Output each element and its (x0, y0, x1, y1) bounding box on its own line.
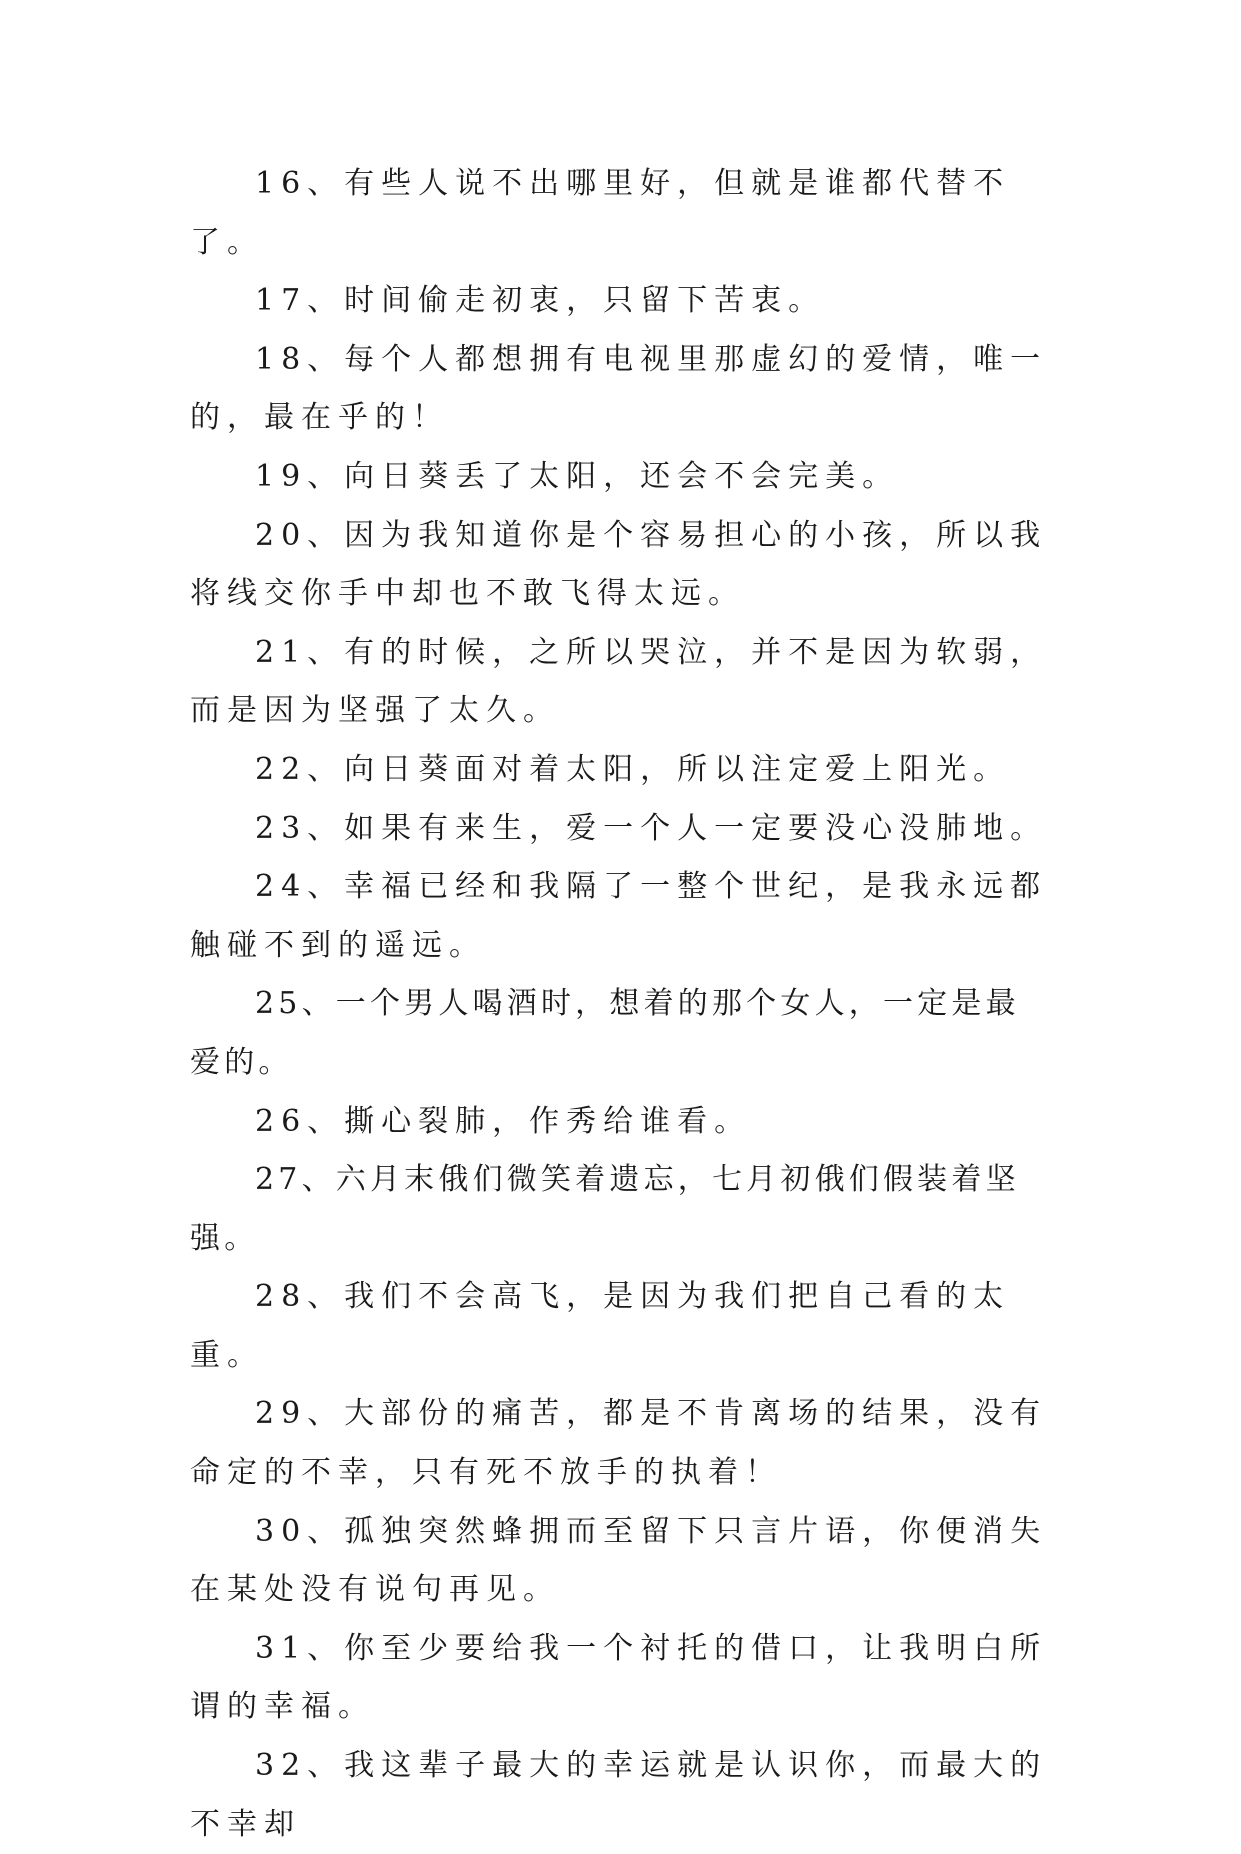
paragraph-32: 32、我这辈子最大的幸运就是认识你，而最大的不幸却 (190, 1748, 1048, 1842)
paragraph-19: 19、向日葵丢了太阳，还会不会完美。 (255, 458, 900, 494)
paragraph-30: 30、孤独突然蜂拥而至留下只言片语，你便消失在某处没有说句再见。 (190, 1513, 1048, 1608)
paragraph-29: 29、大部份的痛苦，都是不肯离场的结果，没有命定的不幸，只有死不放手的执着！ (190, 1396, 1048, 1491)
paragraph-24: 24、幸福已经和我隔了一整个世纪，是我永远都触碰不到的遥远。 (190, 869, 1048, 963)
paragraph-20: 20、因为我知道你是个容易担心的小孩，所以我将线交你手中却也不敢飞得太远。 (190, 517, 1048, 612)
paragraph-21: 21、有的时候，之所以哭泣，并不是因为软弱，而是因为坚强了太久。 (190, 634, 1048, 729)
paragraph-18: 18、每个人都想拥有电视里那虚幻的爱情，唯一的，最在乎的！ (190, 341, 1048, 436)
paragraph-31: 31、你至少要给我一个衬托的借口，让我明白所谓的幸福。 (190, 1630, 1048, 1725)
paragraph-27: 27、六月末俄们微笑着遗忘，七月初俄们假装着坚强。 (190, 1162, 1020, 1256)
document-body (190, 155, 1050, 1854)
paragraph-26: 26、撕心裂肺，作秀给谁看。 (255, 1103, 752, 1139)
paragraph-16: 16、有些人说不出哪里好，但就是谁都代替不了。 (190, 166, 1011, 260)
paragraph-23: 23、如果有来生，爱一个人一定要没心没肺地。 (255, 810, 1048, 846)
paragraph-22: 22、向日葵面对着太阳，所以注定爱上阳光。 (255, 751, 1011, 787)
paragraph-25: 25、一个男人喝酒时，想着的那个女人，一定是最爱的。 (190, 986, 1020, 1080)
paragraph-17: 17、时间偷走初衷，只留下苦衷。 (255, 283, 826, 319)
paragraph-28: 28、我们不会高飞，是因为我们把自己看的太重。 (190, 1279, 1011, 1373)
